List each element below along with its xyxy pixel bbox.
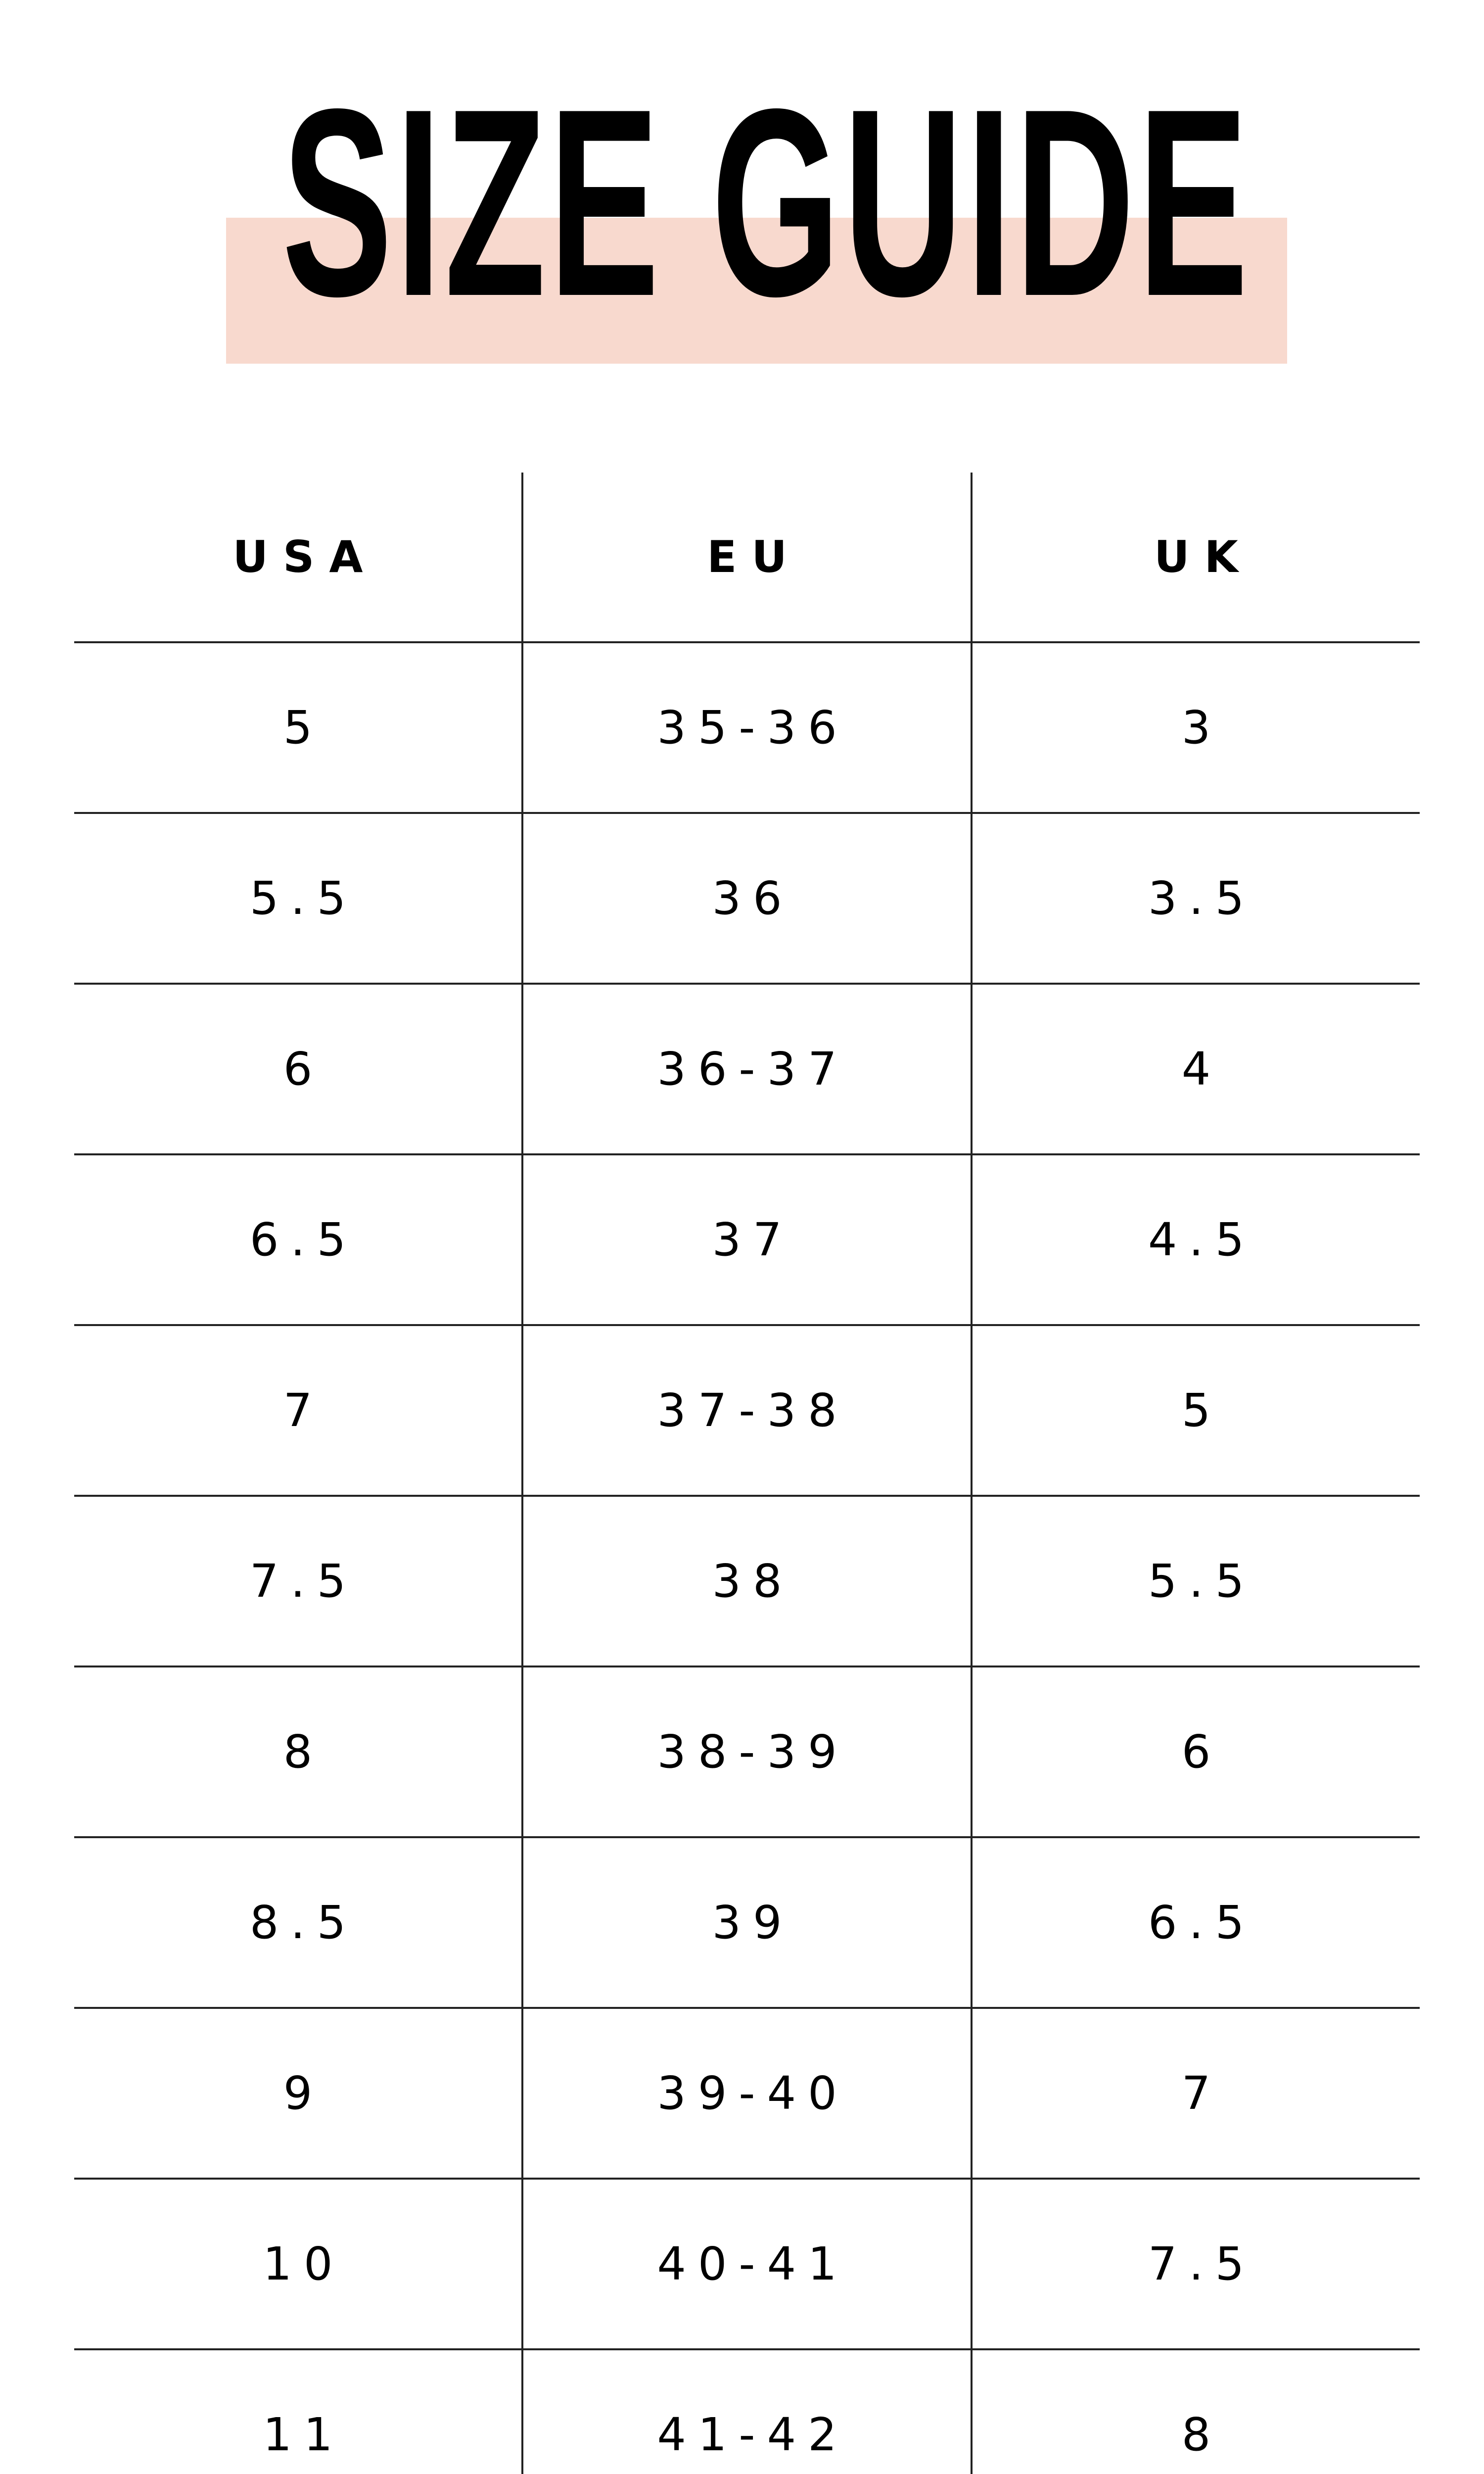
column-header-usa: USA <box>232 531 378 582</box>
eu-size-cell: 38-39 <box>521 1667 971 1836</box>
table-row <box>74 1326 1420 1497</box>
usa-size-cell: 7 <box>283 1384 325 1437</box>
eu-size-cell: 36-37 <box>521 985 971 1153</box>
uk-size-cell: 6 <box>971 1667 1420 1836</box>
eu-size-cell: 39-40 <box>521 2009 971 2178</box>
eu-size-cell: 36 <box>521 814 971 983</box>
eu-size-cell: 35-36 <box>521 643 971 812</box>
title-area <box>0 0 1484 376</box>
uk-size-cell: 7.5 <box>971 2180 1420 2348</box>
usa-size-cell: 6.5 <box>249 1213 358 1266</box>
uk-size-cell: 6.5 <box>971 1838 1420 2007</box>
table-row <box>74 1155 1420 1326</box>
uk-size-cell: 4.5 <box>971 1155 1420 1324</box>
usa-size-cell: 10 <box>263 2237 345 2290</box>
size-table <box>74 473 1420 2474</box>
uk-size-cell: 3.5 <box>971 814 1420 983</box>
usa-size-cell: 11 <box>263 2408 345 2461</box>
table-row <box>74 2180 1420 2350</box>
usa-size-cell: 5 <box>283 701 325 754</box>
usa-size-cell: 6 <box>283 1043 325 1095</box>
page-title: SIZE GUIDE <box>282 53 1252 352</box>
usa-size-cell: 7.5 <box>249 1555 358 1608</box>
table-row <box>74 2350 1420 2474</box>
uk-size-cell: 3 <box>971 643 1420 812</box>
uk-size-cell: 5 <box>971 1326 1420 1495</box>
eu-size-cell: 37 <box>521 1155 971 1324</box>
eu-size-cell: 37-38 <box>521 1326 971 1495</box>
uk-size-cell: 7 <box>971 2009 1420 2178</box>
table-header-row <box>74 473 1420 643</box>
table-row <box>74 1838 1420 2009</box>
uk-size-cell: 4 <box>971 985 1420 1153</box>
table-row <box>74 2009 1420 2180</box>
uk-size-cell: 5.5 <box>971 1497 1420 1665</box>
table-row <box>74 814 1420 985</box>
column-header-eu: EU <box>521 473 971 641</box>
usa-size-cell: 5.5 <box>249 872 358 925</box>
column-header-uk: UK <box>971 473 1420 641</box>
table-row <box>74 1667 1420 1838</box>
eu-size-cell: 38 <box>521 1497 971 1665</box>
table-row <box>74 1497 1420 1667</box>
usa-size-cell: 8.5 <box>249 1896 358 1949</box>
table-row <box>74 643 1420 814</box>
uk-size-cell: 8 <box>971 2350 1420 2474</box>
usa-size-cell: 9 <box>283 2067 325 2120</box>
eu-size-cell: 40-41 <box>521 2180 971 2348</box>
eu-size-cell: 41-42 <box>521 2350 971 2474</box>
eu-size-cell: 39 <box>521 1838 971 2007</box>
usa-size-cell: 8 <box>283 1725 325 1778</box>
table-row <box>74 985 1420 1155</box>
